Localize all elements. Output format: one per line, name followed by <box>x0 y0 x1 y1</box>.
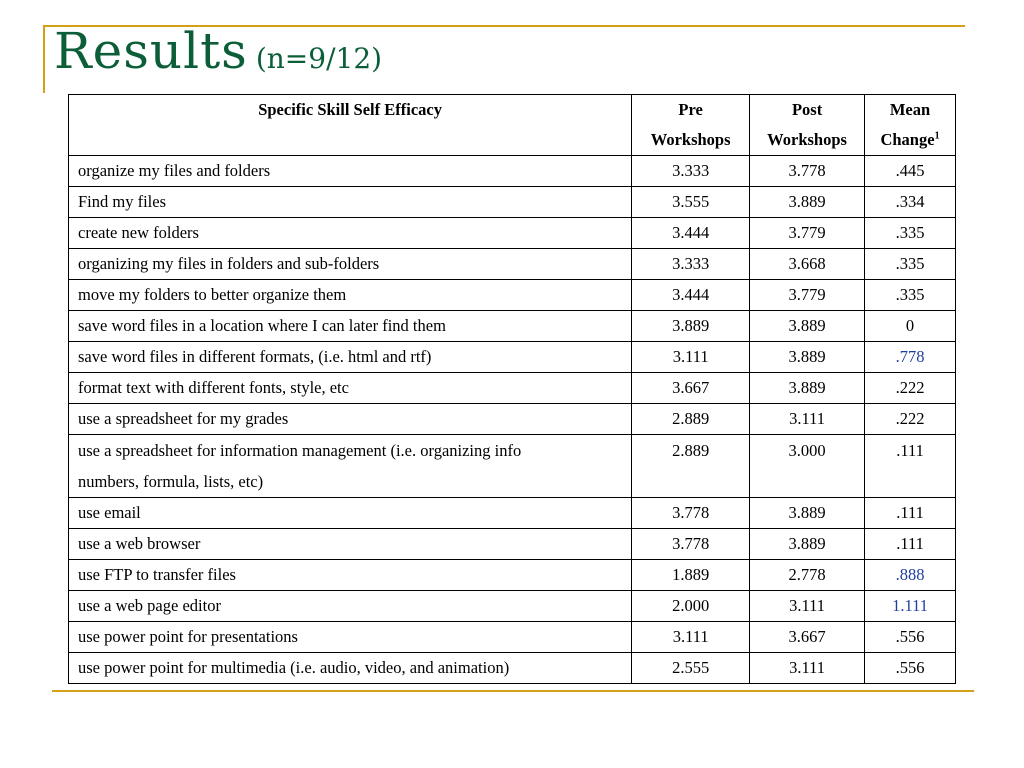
row-label-text: save word files in different formats, (i.e. html and rtf) <box>78 347 432 366</box>
table-header-row <box>69 95 956 156</box>
cell-post: 3.889 <box>750 529 865 560</box>
row-label <box>69 311 632 342</box>
cell-pre: 1.889 <box>632 560 750 591</box>
cell-mean: .335 <box>865 280 956 311</box>
row-label-text-line2: numbers, formula, lists, etc) <box>78 472 264 491</box>
cell-mean: .335 <box>865 218 956 249</box>
header-mean-line1: Mean <box>889 100 931 119</box>
row-label <box>69 373 632 404</box>
cell-post: 3.889 <box>750 342 865 373</box>
cell-mean: .445 <box>865 156 956 187</box>
row-label-text: use a spreadsheet for information management (i.e. organizing info <box>78 441 522 460</box>
cell-pre: 2.555 <box>632 653 750 684</box>
row-label-text: use FTP to transfer files <box>78 565 236 584</box>
table-row <box>69 622 956 653</box>
cell-mean: .334 <box>865 187 956 218</box>
row-label-text: use email <box>78 503 141 522</box>
table-row <box>69 249 956 280</box>
row-label <box>69 498 632 529</box>
header-pre-line1: Pre <box>678 100 703 119</box>
row-label-text: use a web browser <box>78 534 201 553</box>
cell-post: 3.111 <box>750 591 865 622</box>
row-label <box>69 280 632 311</box>
cell-post: 3.779 <box>750 218 865 249</box>
header-pre-line2: Workshops <box>650 130 731 149</box>
row-label-text: organize my files and folders <box>78 161 271 180</box>
table-body <box>69 156 956 684</box>
header-mean-footnote: 1 <box>934 130 940 142</box>
row-label <box>69 342 632 373</box>
cell-post: 3.000 <box>750 435 865 498</box>
cell-post: 3.667 <box>750 622 865 653</box>
row-label-text: use a spreadsheet for my grades <box>78 409 289 428</box>
header-mean <box>865 95 956 156</box>
table-row <box>69 591 956 622</box>
row-label <box>69 249 632 280</box>
cell-mean: .111 <box>865 498 956 529</box>
cell-pre: 3.333 <box>632 156 750 187</box>
row-label-text: use power point for presentations <box>78 627 298 646</box>
row-label-text: save word files in a location where I can later find them <box>78 316 446 335</box>
header-skill: Specific Skill Self Efficacy <box>69 95 632 156</box>
row-label <box>69 435 632 498</box>
table-row <box>69 218 956 249</box>
cell-pre: 3.111 <box>632 622 750 653</box>
cell-pre: 3.444 <box>632 218 750 249</box>
row-label <box>69 404 632 435</box>
row-label-text: use a web page editor <box>78 596 221 615</box>
cell-pre: 3.555 <box>632 187 750 218</box>
cell-pre: 3.111 <box>632 342 750 373</box>
row-label-text: Find my files <box>78 192 167 211</box>
cell-mean: .111 <box>865 529 956 560</box>
title-main: Results <box>54 22 248 80</box>
row-label-text: organizing my files in folders and sub-folders <box>78 254 380 273</box>
cell-post: 3.889 <box>750 311 865 342</box>
cell-post: 3.668 <box>750 249 865 280</box>
header-post <box>750 95 865 156</box>
cell-mean: 1.111 <box>865 591 956 622</box>
row-label <box>69 218 632 249</box>
table-row <box>69 498 956 529</box>
row-label <box>69 187 632 218</box>
cell-pre: 2.000 <box>632 591 750 622</box>
cell-pre: 3.444 <box>632 280 750 311</box>
cell-mean: .888 <box>865 560 956 591</box>
cell-mean: .556 <box>865 653 956 684</box>
cell-mean: .778 <box>865 342 956 373</box>
results-table <box>68 94 956 684</box>
table-row <box>69 187 956 218</box>
cell-post: 3.111 <box>750 404 865 435</box>
row-label-text: format text with different fonts, style, etc <box>78 378 349 397</box>
table-row <box>69 435 956 498</box>
row-label <box>69 560 632 591</box>
table-row <box>69 342 956 373</box>
bottom-accent-line <box>52 690 974 692</box>
cell-mean: .222 <box>865 404 956 435</box>
left-accent-line <box>43 25 45 93</box>
cell-pre: 2.889 <box>632 435 750 498</box>
row-label <box>69 529 632 560</box>
header-post-line2: Workshops <box>767 130 847 149</box>
row-label <box>69 622 632 653</box>
header-post-line1: Post <box>791 100 823 119</box>
cell-post: 3.778 <box>750 156 865 187</box>
row-label <box>69 591 632 622</box>
table-row <box>69 280 956 311</box>
cell-post: 3.111 <box>750 653 865 684</box>
cell-pre: 2.889 <box>632 404 750 435</box>
cell-pre: 3.778 <box>632 529 750 560</box>
cell-mean: .335 <box>865 249 956 280</box>
cell-mean: 0 <box>865 311 956 342</box>
cell-post: 3.889 <box>750 498 865 529</box>
table-row <box>69 560 956 591</box>
table-row <box>69 373 956 404</box>
row-label <box>69 653 632 684</box>
cell-mean: .222 <box>865 373 956 404</box>
cell-pre: 3.778 <box>632 498 750 529</box>
cell-pre: 3.667 <box>632 373 750 404</box>
row-label-text: use power point for multimedia (i.e. audio, video, and animation) <box>78 658 510 677</box>
cell-mean: .556 <box>865 622 956 653</box>
header-pre <box>632 95 750 156</box>
table-row <box>69 156 956 187</box>
cell-post: 3.889 <box>750 187 865 218</box>
cell-mean: .111 <box>865 435 956 498</box>
table-row <box>69 404 956 435</box>
cell-pre: 3.889 <box>632 311 750 342</box>
cell-pre: 3.333 <box>632 249 750 280</box>
cell-post: 3.779 <box>750 280 865 311</box>
row-label <box>69 156 632 187</box>
cell-post: 2.778 <box>750 560 865 591</box>
cell-post: 3.889 <box>750 373 865 404</box>
slide-title <box>54 22 383 80</box>
row-label-text: create new folders <box>78 223 199 242</box>
row-label-text: move my folders to better organize them <box>78 285 347 304</box>
table-row <box>69 529 956 560</box>
title-sub: (n=9/12) <box>255 42 383 75</box>
table-row <box>69 653 956 684</box>
header-mean-line2: Change <box>880 130 935 149</box>
table-row <box>69 311 956 342</box>
